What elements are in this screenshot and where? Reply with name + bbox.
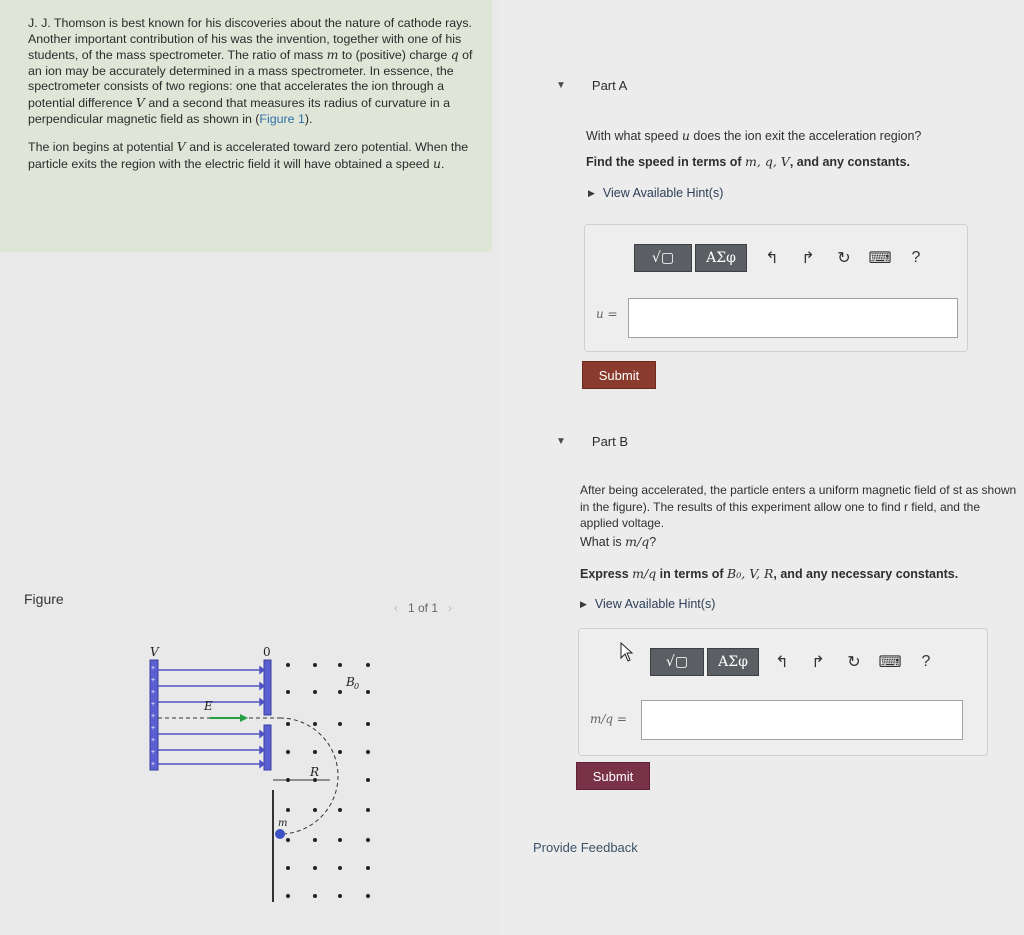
redo-icon[interactable]: ↱ [811, 654, 825, 671]
reset-icon[interactable]: ↻ [837, 250, 851, 267]
undo-icon[interactable]: ↰ [775, 654, 789, 671]
part-a-submit-button[interactable]: Submit [582, 361, 656, 389]
help-icon[interactable]: ? [911, 249, 921, 266]
ion-particle [275, 829, 285, 839]
figure-pager [394, 601, 452, 615]
part-b-question: What is m/q? [580, 534, 657, 549]
part-a-answer-input[interactable] [628, 298, 958, 338]
keyboard-icon[interactable]: ⌨ [878, 654, 902, 671]
expand-triangle-icon: ▶ [580, 598, 587, 609]
part-a-title: Part A [591, 78, 628, 93]
label-E: E [204, 699, 213, 713]
part-b-header[interactable] [556, 434, 628, 449]
svg-text:+: + [151, 761, 156, 768]
part-b-description: After being accelerated, the particle enters a uniform magnetic field of st as shown in the figure). The results of this experiment allow one to find r field, and the applied voltage. [580, 483, 1017, 530]
reset-icon[interactable]: ↻ [847, 654, 861, 671]
part-b-answer-input[interactable] [641, 700, 963, 740]
label-zero: 0 [263, 645, 271, 659]
question-panel [500, 0, 1024, 935]
problem-intro [0, 0, 492, 252]
part-b-hint-link[interactable]: ▶ View Available Hint(s) [580, 597, 716, 611]
part-a-hint-link[interactable]: ▶ View Available Hint(s) [588, 186, 724, 200]
intro-paragraph-2: The ion begins at potential V and is accelerated toward zero potential. When the particle exits the region with the electric field it will have obtained a speed u. [28, 139, 469, 171]
part-b-submit-button[interactable]: Submit [576, 762, 650, 790]
part-a-instruction: Find the speed in terms of m, q, V, and any constants. [586, 154, 910, 169]
svg-text:+: + [151, 701, 156, 708]
figure-title: Figure [24, 591, 64, 607]
svg-text:+: + [151, 665, 156, 672]
figure-page-count: 1 of 1 [408, 601, 439, 615]
svg-text:+: + [151, 689, 156, 696]
part-b-input-label: m/q = [590, 712, 627, 726]
label-B: B [346, 675, 355, 689]
svg-text:+: + [151, 713, 156, 720]
label-m: m [278, 818, 288, 829]
label-R: R [310, 765, 320, 779]
next-figure-button[interactable]: › [448, 601, 453, 615]
mouse-pointer-icon [620, 642, 634, 662]
help-icon[interactable]: ? [921, 653, 931, 670]
figure-link[interactable]: Figure 1 [259, 111, 305, 126]
svg-text:+: + [151, 725, 156, 732]
prev-figure-button[interactable]: ‹ [394, 601, 398, 615]
symbols-button[interactable]: ΑΣφ [695, 244, 747, 272]
templates-button[interactable]: √▢ [650, 648, 704, 676]
part-b-instruction: Express m/q in terms of B₀, V, R, and any necessary constants. [580, 566, 959, 581]
part-a-header[interactable] [556, 78, 627, 93]
svg-text:+: + [151, 749, 156, 756]
label-V: V [150, 645, 159, 659]
intro-paragraph-1: J. J. Thomson is best known for his discoveries about the nature of cathode rays. Another important contribution of his was the invention, together with one of his students, of the mass spectrometer. The ratio of mass m to (positive) charge q of an ion may be accurately determined in a mass spectrometer. In essence, the spectrometer consists of two regions: one that accelerates the ion through a potential difference V and a second that measures its radius of curvature in a perpendicular magnetic field as shown in (Figure 1). [28, 16, 473, 126]
collapse-caret-icon[interactable]: ▼ [556, 436, 566, 447]
part-b-title: Part B [591, 434, 629, 449]
provide-feedback-link[interactable]: Provide Feedback [533, 840, 638, 855]
svg-text:+: + [151, 677, 156, 684]
part-a-question: With what speed u does the ion exit the acceleration region? [586, 128, 922, 143]
undo-icon[interactable]: ↰ [765, 250, 779, 267]
label-B-sub: 0 [354, 682, 360, 691]
part-a-math-toolbar [634, 244, 934, 272]
symbols-button[interactable]: ΑΣφ [707, 648, 759, 676]
zero-potential-plate [264, 660, 271, 715]
svg-text:+: + [151, 737, 156, 744]
part-a-input-label: u = [596, 307, 618, 321]
mass-spectrometer-diagram [140, 640, 390, 910]
collapse-caret-icon[interactable]: ▼ [556, 80, 566, 91]
keyboard-icon[interactable]: ⌨ [868, 250, 892, 267]
redo-icon[interactable]: ↱ [801, 250, 815, 267]
expand-triangle-icon: ▶ [588, 187, 595, 198]
templates-button[interactable]: √▢ [634, 244, 692, 272]
part-b-math-toolbar [650, 648, 944, 676]
